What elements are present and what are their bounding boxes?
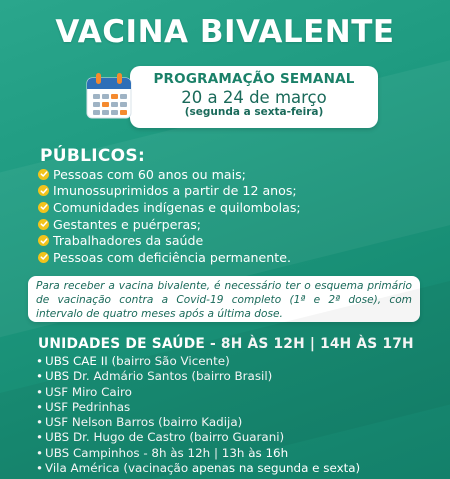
public-item-text: Trabalhadores da saúde <box>53 233 204 249</box>
list-item: • Vila América (vacinação apenas na segunda e sexta) <box>36 461 361 476</box>
check-circle-icon <box>38 252 49 263</box>
check-circle-icon <box>38 169 49 180</box>
list-item: • USF Pedrinhas <box>36 399 131 414</box>
poster-title: VACINA BIVALENTE <box>55 14 395 50</box>
check-circle-icon <box>38 202 49 213</box>
list-item <box>38 166 301 183</box>
calendar-icon <box>84 72 134 120</box>
list-item: • UBS Dr. Hugo de Castro (bairro Guarani) <box>36 430 285 445</box>
schedule-dates: 20 a 24 de março <box>181 88 327 107</box>
schedule-label: PROGRAMAÇÃO SEMANAL <box>153 71 355 87</box>
unit-item-text: Vila América (vacinação apenas na segunda e sexta) <box>45 461 361 476</box>
list-item: • USF Nelson Barros (bairro Kadija) <box>36 415 243 430</box>
public-item-text: Gestantes e puérperas; <box>53 216 202 232</box>
requirement-note: Para receber a vacina bivalente, é necessário ter o esquema primário de vacinação contra a Covid-19 completo (1ª e 2ª dose), com intervalo de quatro meses após a última dose. <box>28 276 420 322</box>
public-item-text: Pessoas com deficiência permanente. <box>53 249 291 265</box>
list-item <box>38 199 301 216</box>
check-circle-icon <box>38 185 49 196</box>
check-circle-icon <box>38 219 49 230</box>
list-item <box>38 216 301 233</box>
unit-item-text: USF Pedrinhas <box>45 399 131 414</box>
check-circle-icon <box>38 235 49 246</box>
list-item: • UBS Dr. Admário Santos (bairro Brasil) <box>36 369 273 384</box>
unit-item-text: UBS CAE II (bairro São Vicente) <box>45 354 230 368</box>
list-item <box>38 249 301 266</box>
unit-item-text: UBS Campinhos - 8h às 12h | 13h às 16h <box>45 445 289 460</box>
list-item: • USF Miro Cairo <box>36 384 132 399</box>
publics-list <box>38 166 301 266</box>
schedule-days: (segunda a sexta-feira) <box>184 106 324 118</box>
list-item <box>38 232 301 249</box>
public-item-text: Imunossuprimidos a partir de 12 anos; <box>53 183 297 199</box>
public-item-text: Pessoas com 60 anos ou mais; <box>53 166 246 182</box>
schedule-box <box>130 66 378 128</box>
list-item: • UBS Campinhos - 8h às 12h | 13h às 16h <box>36 445 289 460</box>
unit-item-text: UBS Dr. Hugo de Castro (bairro Guarani) <box>45 430 285 445</box>
unit-item-text: USF Miro Cairo <box>45 384 132 399</box>
list-item <box>38 183 301 200</box>
list-item: • UBS CAE II (bairro São Vicente) <box>36 354 230 368</box>
unit-item-text: USF Nelson Barros (bairro Kadija) <box>45 415 243 430</box>
unit-item-text: UBS Dr. Admário Santos (bairro Brasil) <box>45 369 273 384</box>
units-heading: UNIDADES DE SAÚDE - 8H ÀS 12H | 14H ÀS 17H <box>38 336 414 352</box>
publics-heading: PÚBLICOS: <box>40 146 146 166</box>
units-list <box>36 354 360 476</box>
public-item-text: Comunidades indígenas e quilombolas; <box>53 199 301 215</box>
